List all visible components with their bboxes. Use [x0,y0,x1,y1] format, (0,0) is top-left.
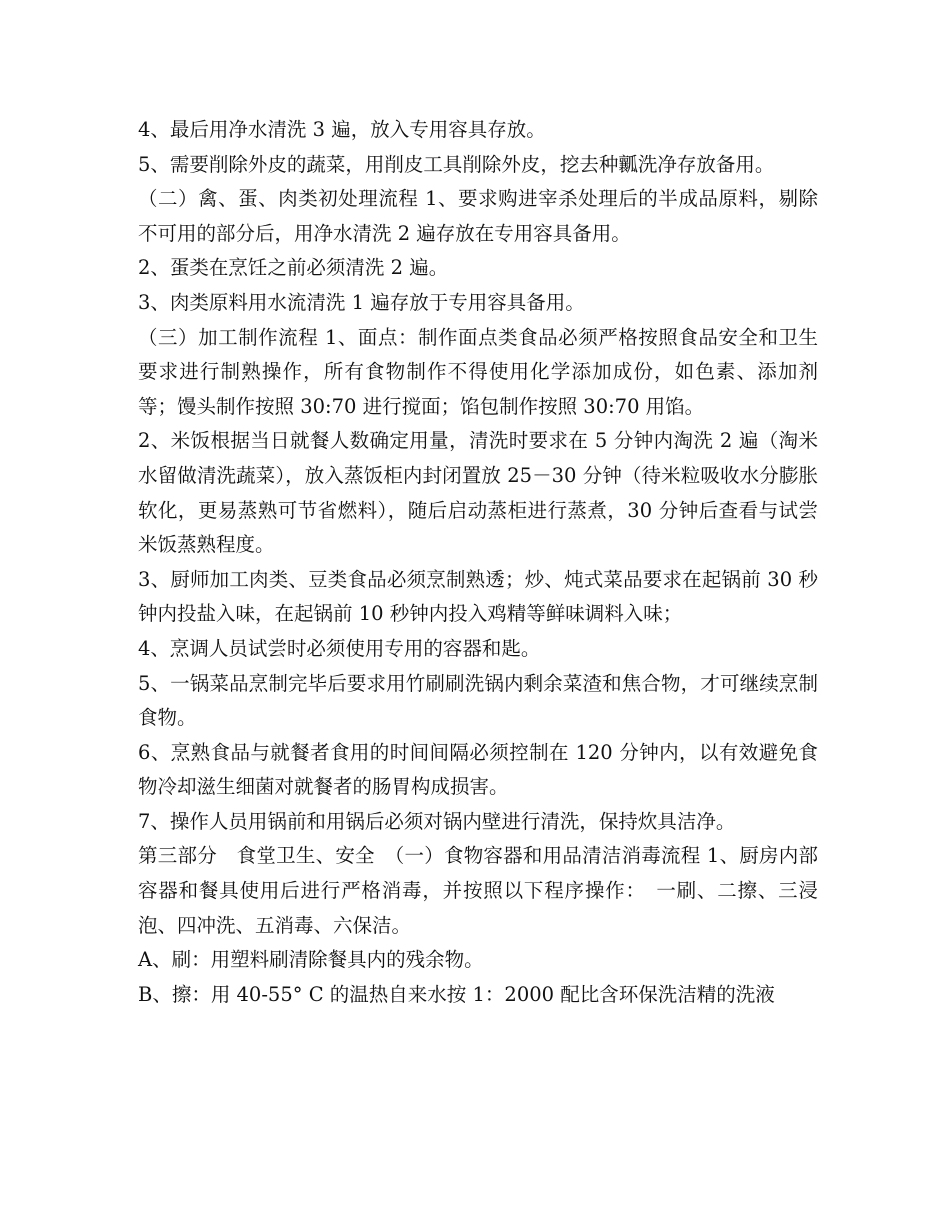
paragraph: B、擦：用 40-55° C 的温热自来水按 1：2000 配比含环保洗洁精的洗液 [138,982,775,1006]
paragraph: 第三部分 食堂卫生、安全 （一）食物容器和用品清洁消毒流程 1、厨房内部容器和餐具使用后进行严格消毒，并按照以下程序操作： 一刷、二擦、三浸泡、四冲洗、五消毒、六保洁。 [138,844,818,937]
paragraph: 2、米饭根据当日就餐人数确定用量，清洗时要求在 5 分钟内淘洗 2 遍（淘米水留做清洗蔬菜），放入蒸饭柜内封闭置放 25－30 分钟（待米粒吸收水分膨胀软化，更易蒸熟可节省燃料），随后启动蒸柜进行蒸煮，30 分钟后查看与试尝米饭蒸熟程度。 [138,429,818,557]
document-body [138,113,818,1012]
paragraph: 5、一锅菜品烹制完毕后要求用竹刷刷洗锅内剩余菜渣和焦合物，才可继续烹制食物。 [138,671,818,730]
paragraph: 2、蛋类在烹饪之前必须清洗 2 遍。 [138,256,449,280]
paragraph: 6、烹熟食品与就餐者食用的时间间隔必须控制在 120 分钟内，以有效避免食物冷却滋生细菌对就餐者的肠胃构成损害。 [138,740,818,799]
paragraph: （二）禽、蛋、肉类初处理流程 1、要求购进宰杀处理后的半成品原料，剔除不可用的部分后，用净水清洗 2 遍存放在专用容具备用。 [138,187,818,245]
paragraph: 3、肉类原料用水流清洗 1 遍存放于专用容具备用。 [138,290,585,314]
paragraph: 5、需要削除外皮的蔬菜，用削皮工具削除外皮，挖去种瓤洗净存放备用。 [138,152,775,176]
paragraph: 4、烹调人员试尝时必须使用专用的容器和匙。 [138,636,541,660]
paragraph: A、刷：用塑料刷清除餐具内的残余物。 [138,948,484,972]
paragraph: 3、厨师加工肉类、豆类食品必须烹制熟透；炒、炖式菜品要求在起锅前 30 秒钟内投盐入味，在起锅前 10 秒钟内投入鸡精等鲜味调料入味； [138,567,818,626]
paragraph: 4、最后用净水清洗 3 遍，放入专用容具存放。 [138,118,546,141]
paragraph: 7、操作人员用锅前和用锅后必须对锅内壁进行清洗，保持炊具洁净。 [138,809,736,833]
paragraph: （三）加工制作流程 1、面点：制作面点类食品必须严格按照食品安全和卫生要求进行制熟操作，所有食物制作不得使用化学添加成份，如色素、添加剂等；馒头制作按照 30:70 进行搅面；馅包制作按照 30:70 用馅。 [138,325,818,418]
